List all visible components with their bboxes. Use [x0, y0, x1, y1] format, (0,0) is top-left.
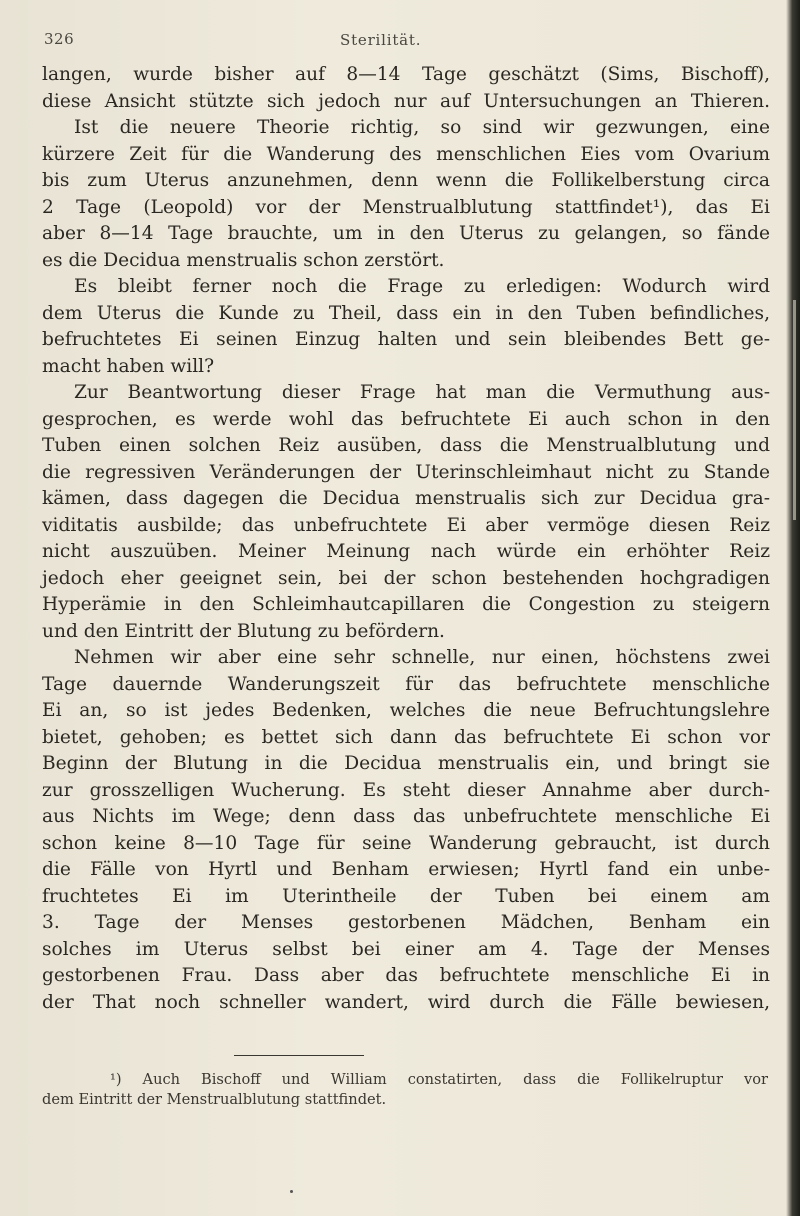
- text-line: Ei an, so ist jedes Bedenken, welches die neue Befruchtungslehre: [42, 700, 770, 721]
- text-line: jedoch eher geeignet sein, bei der schon bestehenden hochgradigen: [42, 567, 770, 589]
- body-text: [42, 62, 770, 1016]
- text-line: befruchtetes Ei seinen Einzug halten und sein bleibendes Bett ge-: [42, 329, 770, 350]
- text-line: Es bleibt ferner noch die Frage zu erledigen: Wodurch wird: [74, 276, 770, 297]
- text-line: zur grosszelligen Wucherung. Es steht dieser Annahme aber durch-: [42, 779, 770, 801]
- footnote-line: ¹) Auch Bischoff und William constatirten, dass die Follikelruptur vor: [110, 1071, 768, 1088]
- footnote-line: dem Eintritt der Menstrualblutung stattfindet.: [42, 1091, 387, 1108]
- text-line: 2 Tage (Leopold) vor der Menstrualblutung stattfindet¹), das Ei: [42, 196, 770, 218]
- text-line: dem Uterus die Kunde zu Theil, dass ein in den Tuben befindliches,: [42, 302, 770, 324]
- text-line: bis zum Uterus anzunehmen, denn wenn die Follikelberstung circa: [42, 170, 770, 191]
- running-head: Sterilität.: [340, 31, 422, 49]
- text-line: Hyperämie in den Schleimhautcapillaren die Congestion zu steigern: [42, 594, 770, 615]
- text-line: kürzere Zeit für die Wanderung des menschlichen Eies vom Ovarium: [42, 143, 770, 165]
- text-line: und den Eintritt der Blutung zu befördern.: [42, 620, 445, 642]
- page-binding-edge: [786, 0, 800, 1216]
- text-line: Nehmen wir aber eine sehr schnelle, nur einen, höchstens zwei: [74, 647, 770, 668]
- text-line: Ist die neuere Theorie richtig, so sind wir gezwungen, eine: [74, 117, 770, 138]
- text-line: Tage dauernde Wanderungszeit für das befruchtete menschliche: [42, 673, 770, 695]
- text-line: Beginn der Blutung in die Decidua menstrualis ein, und bringt sie: [42, 753, 770, 774]
- text-line: Zur Beantwortung dieser Frage hat man die Vermuthung aus-: [74, 382, 770, 403]
- text-line: solches im Uterus selbst bei einer am 4. Tage der Menses: [42, 938, 770, 960]
- text-line: aber 8—14 Tage brauchte, um in den Uterus zu gelangen, so fände: [42, 223, 770, 244]
- text-line: bietet, gehoben; es bettet sich dann das befruchtete Ei schon vor: [42, 726, 770, 748]
- text-line: 3. Tage der Menses gestorbenen Mädchen, Benham ein: [42, 912, 770, 933]
- text-line: macht haben will?: [42, 355, 215, 377]
- text-line: kämen, dass dagegen die Decidua menstrualis sich zur Decidua gra-: [42, 488, 770, 509]
- footnotes: [42, 1070, 768, 1110]
- page-number: 326: [44, 30, 75, 48]
- text-line: langen, wurde bisher auf 8—14 Tage geschätzt (Sims, Bischoff),: [42, 64, 770, 85]
- text-line: gesprochen, es werde wohl das befruchtete Ei auch schon in den: [42, 408, 770, 430]
- text-line: die Fälle von Hyrtl und Benham erwiesen; Hyrtl fand ein unbe-: [42, 859, 770, 880]
- text-line: diese Ansicht stützte sich jedoch nur auf Untersuchungen an Thieren.: [42, 90, 770, 112]
- text-line: gestorbenen Frau. Dass aber das befruchtete menschliche Ei in: [42, 965, 770, 986]
- text-line: der That noch schneller wandert, wird durch die Fälle bewiesen,: [42, 991, 770, 1013]
- text-line: Tuben einen solchen Reiz ausüben, dass die Menstrualblutung und: [42, 435, 770, 456]
- page-edge-highlight: [793, 300, 796, 520]
- text-line: viditatis ausbilde; das unbefruchtete Ei aber vermöge diesen Reiz: [42, 514, 770, 536]
- text-line: nicht auszuüben. Meiner Meinung nach würde ein erhöhter Reiz: [42, 541, 770, 562]
- footnote-divider: [234, 1055, 364, 1056]
- text-line: es die Decidua menstrualis schon zerstört.: [42, 249, 445, 271]
- text-line: aus Nichts im Wege; denn dass das unbefruchtete menschliche Ei: [42, 806, 770, 827]
- text-line: die regressiven Veränderungen der Uterinschleimhaut nicht zu Stande: [42, 461, 770, 483]
- text-line: fruchtetes Ei im Uterintheile der Tuben bei einem am: [42, 885, 770, 907]
- print-speck: [290, 1190, 293, 1193]
- text-line: schon keine 8—10 Tage für seine Wanderung gebraucht, ist durch: [42, 832, 770, 854]
